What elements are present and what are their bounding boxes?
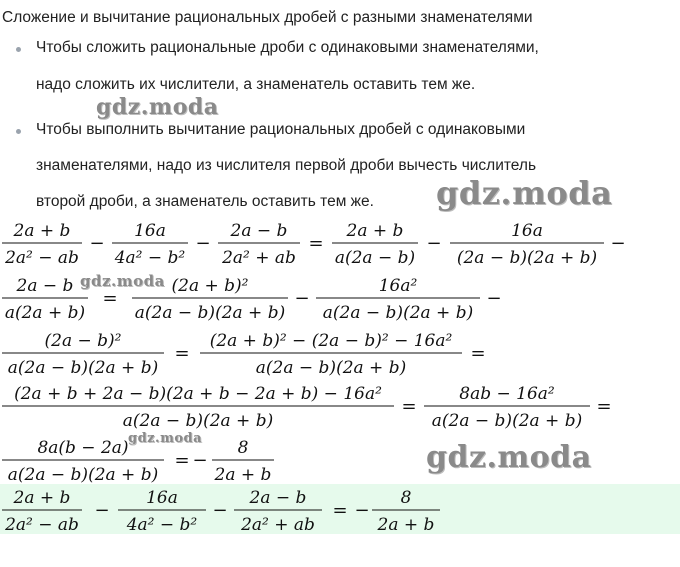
minus-sign: −: [192, 450, 208, 471]
fraction-denominator: 2a² + ab: [222, 248, 296, 268]
fraction-denominator: a(2a − b)(2a + b): [431, 411, 583, 431]
minus-sign: −: [294, 288, 310, 309]
fraction-numerator: 16a: [146, 488, 178, 508]
minus-sign: −: [94, 500, 110, 521]
fraction-denominator: a(2a − b)(2a + b): [7, 465, 159, 485]
fraction-numerator: (2a + b + 2a − b)(2a + b − 2a + b) − 16a²: [14, 384, 382, 404]
fraction-denominator: 2a + b: [377, 515, 435, 535]
fraction-denominator: a(2a − b)(2a + b): [322, 303, 474, 323]
fraction-denominator: a(2a + b): [4, 303, 86, 323]
fraction-numerator: 2a − b: [249, 488, 307, 508]
minus-sign: −: [426, 233, 442, 254]
fraction-numerator: (2a + b)² − (2a − b)² − 16a²: [209, 331, 453, 351]
fraction-numerator: 16a: [511, 221, 543, 241]
fraction-numerator: (2a + b)²: [171, 276, 249, 296]
fraction-numerator: 8: [237, 438, 249, 458]
fraction-denominator: a(2a − b)(2a + b): [7, 358, 159, 378]
fraction-numerator: 2a − b: [16, 276, 74, 296]
fraction-numerator: 16a: [134, 221, 166, 241]
fraction-numerator: 8: [400, 488, 412, 508]
minus-sign: −: [354, 500, 370, 521]
fraction-numerator: 2a + b: [346, 221, 404, 241]
fraction-numerator: (2a − b)²: [44, 331, 122, 351]
fraction-denominator: 2a² − ab: [5, 248, 79, 268]
equals-sign: =: [401, 396, 417, 417]
minus-sign: −: [195, 233, 211, 254]
rule-2-line-2: знаменателями, надо из числителя первой дроби вычесть числитель: [36, 157, 537, 174]
rule-2-line-3: второй дроби, а знаменатель оставить тем же.: [36, 193, 374, 210]
minus-sign: −: [212, 500, 228, 521]
watermark: gdz.moda: [96, 94, 219, 120]
fraction-numerator: 2a + b: [13, 488, 71, 508]
fraction-denominator: 2a + b: [214, 465, 272, 485]
fraction-numerator: 2a − b: [230, 221, 288, 241]
equals-sign: =: [174, 450, 190, 471]
equals-sign: =: [596, 396, 612, 417]
page-title: Сложение и вычитание рациональных дробей с разными знаменателями: [2, 9, 533, 26]
minus-sign: −: [89, 233, 105, 254]
fraction-denominator: a(2a − b)(2a + b): [255, 358, 407, 378]
equals-sign: =: [470, 343, 486, 364]
fraction-denominator: 4a² − b²: [126, 515, 198, 535]
minus-sign: −: [486, 288, 502, 309]
equals-sign: =: [102, 288, 118, 309]
fraction-denominator: 4a² − b²: [114, 248, 186, 268]
minus-sign: −: [610, 233, 626, 254]
fraction-numerator: 16a²: [378, 276, 418, 296]
watermark: gdz.moda: [80, 272, 165, 290]
equals-sign: =: [332, 500, 348, 521]
watermark: gdz.moda: [128, 431, 203, 446]
equals-sign: =: [174, 343, 190, 364]
rule-2-line-1: Чтобы выполнить вычитание рациональных дробей с одинаковыми: [36, 121, 526, 138]
fraction-numerator: 8ab − 16a²: [459, 384, 555, 404]
fraction-denominator: a(2a − b): [334, 248, 416, 268]
fraction-numerator: 2a + b: [13, 221, 71, 241]
fraction-denominator: a(2a − b)(2a + b): [134, 303, 286, 323]
fraction-denominator: a(2a − b)(2a + b): [122, 411, 274, 431]
fraction-numerator: 8a(b − 2a): [37, 438, 129, 458]
rule-1-line-1: Чтобы сложить рациональные дроби с одинаковыми знаменателями,: [36, 39, 539, 56]
fraction-denominator: 2a² − ab: [5, 515, 79, 535]
watermark: gdz.moda: [436, 174, 613, 212]
fraction-denominator: 2a² + ab: [241, 515, 315, 535]
equals-sign: =: [308, 233, 324, 254]
watermark: gdz.moda: [426, 440, 592, 475]
fraction-denominator: (2a − b)(2a + b): [456, 248, 598, 268]
rule-1-line-2: надо сложить их числители, а знаменатель оставить тем же.: [36, 76, 476, 93]
